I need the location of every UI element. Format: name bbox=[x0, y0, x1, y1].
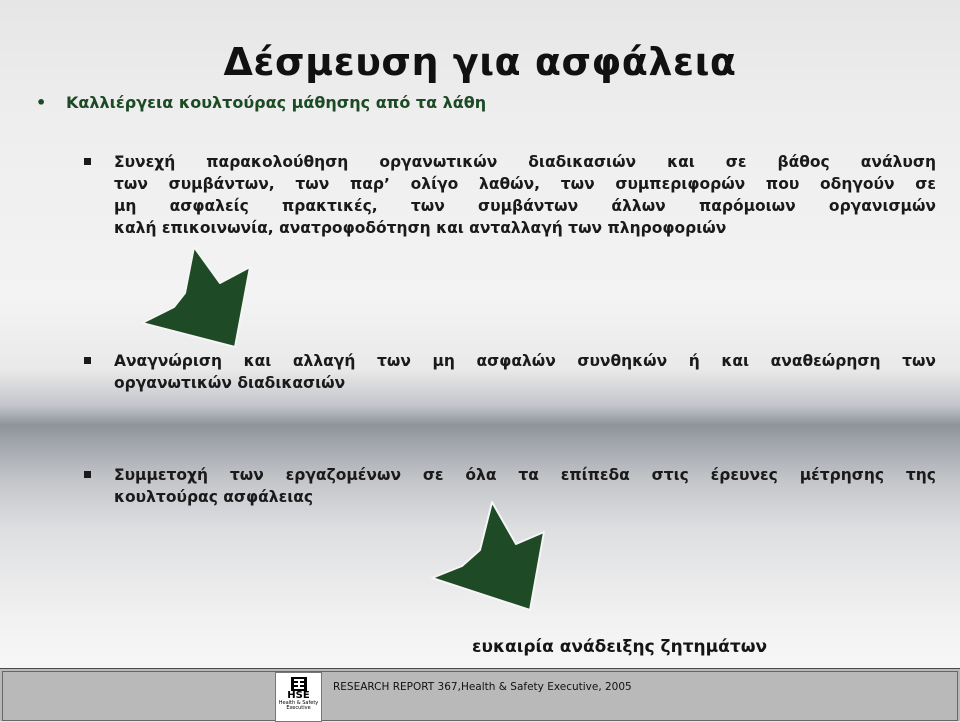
bullet-line: Συμμετοχή των εργαζομένων σε όλα τα επίπεδα στις έρευνες μέτρησης της bbox=[114, 466, 936, 484]
subhead-text: Καλλιέργεια κουλτούρας μάθησης από τα λάθη bbox=[66, 93, 487, 112]
hse-logo-word: HSE bbox=[287, 690, 310, 701]
bullet-item bbox=[84, 350, 936, 394]
down-left-arrow-icon bbox=[140, 245, 252, 350]
bullet-line: Αναγνώριση και αλλαγή των μη ασφαλών συνθηκών ή και αναθεώρηση των bbox=[114, 352, 936, 370]
hse-emblem-icon bbox=[291, 677, 307, 691]
slide-title: Δέσμευση για ασφάλεια bbox=[223, 40, 737, 84]
bullet-line: κουλτούρας ασφάλειας bbox=[114, 488, 314, 506]
bullet-line: καλή επικοινωνία, ανατροφοδότηση και ανταλλαγή των πληροφοριών bbox=[114, 219, 727, 237]
footer-bar bbox=[0, 668, 960, 721]
square-bullet-icon bbox=[84, 357, 91, 364]
bullet-line: Συνεχή παρακολούθηση οργανωτικών διαδικασιών και σε βάθος ανάλυση bbox=[114, 153, 936, 171]
footer-frame bbox=[2, 671, 958, 721]
caption: ευκαιρία ανάδειξης ζητημάτων bbox=[472, 637, 768, 657]
square-bullet-icon bbox=[84, 471, 91, 478]
bullet-line: των συμβάντων, των παρ’ ολίγο λαθών, των συμπεριφορών που οδηγούν σε bbox=[114, 175, 936, 193]
bullet-item bbox=[84, 151, 936, 239]
bullet-line: μη ασφαλείς πρακτικές, των συμβάντων άλλων παρόμοιων οργανισμών bbox=[114, 197, 936, 215]
down-left-arrow-icon bbox=[430, 500, 548, 612]
subhead-bullet: • bbox=[36, 93, 47, 112]
subhead bbox=[36, 93, 486, 112]
hse-logo-icon bbox=[275, 672, 322, 722]
footer-reference: RESEARCH REPORT 367,Health & Safety Executive, 2005 bbox=[333, 681, 632, 693]
square-bullet-icon bbox=[84, 158, 91, 165]
hse-logo-subtext: Health & Safety bbox=[278, 700, 319, 706]
bullet-line: οργανωτικών διαδικασιών bbox=[114, 374, 346, 392]
hse-logo-subtext: Executive bbox=[286, 705, 311, 711]
